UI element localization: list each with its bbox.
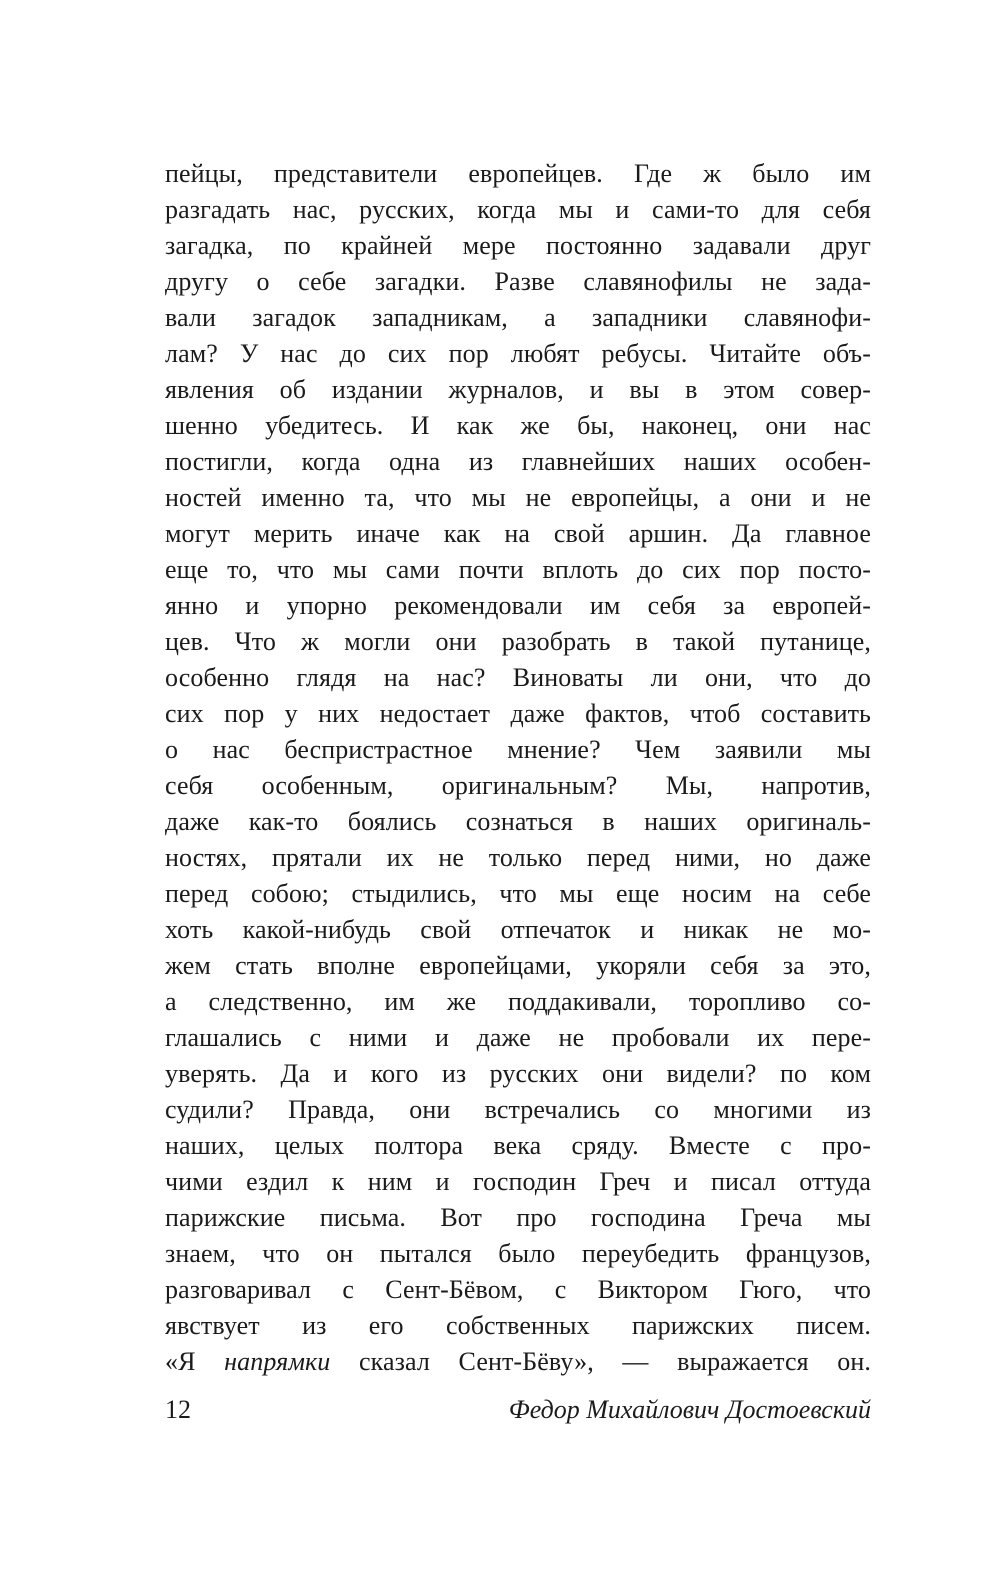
text-line: сих пор у них недостает даже фактов, чтоб составить (165, 699, 871, 728)
text-line: себя особенным, оригинальным? Мы, напротив, (165, 771, 871, 800)
running-title: Федор Михайлович Достоевский (508, 1395, 871, 1424)
last-line-suffix: сказал Сент-Бёву», — выражается он. (330, 1347, 871, 1376)
text-line: глашались с ними и даже не пробовали их пере- (165, 1023, 871, 1052)
page-footer (165, 1394, 871, 1426)
text-line (165, 1344, 871, 1380)
page-text (165, 156, 871, 1380)
text-line: янно и упорно рекомендовали им себя за европей- (165, 591, 871, 620)
text-line: другу о себе загадки. Разве славянофилы не зада- (165, 267, 871, 296)
text-line: еще то, что мы сами почти вплоть до сих пор посто- (165, 555, 871, 584)
italic-word: напрямки (224, 1347, 331, 1376)
text-line: даже как-то боялись сознаться в наших оригиналь- (165, 807, 871, 836)
text-line: явления об издании журналов, и вы в этом совер- (165, 375, 871, 404)
text-line: шенно убедитесь. И как же бы, наконец, они нас (165, 411, 871, 440)
text-line: ностях, прятали их не только перед ними, но даже (165, 843, 871, 872)
text-line: постигли, когда одна из главнейших наших особен- (165, 447, 871, 476)
text-line: знаем, что он пытался было переубедить французов, (165, 1239, 871, 1268)
text-line: жем стать вполне европейцами, укоряли себя за это, (165, 951, 871, 980)
text-line: наших, целых полтора века сряду. Вместе с про- (165, 1131, 871, 1160)
last-line-prefix: «Я (165, 1347, 225, 1376)
text-line: могут мерить иначе как на свой аршин. Да главное (165, 519, 871, 548)
text-line: перед собою; стыдились, что мы еще носим на себе (165, 879, 871, 908)
text-line: разговаривал с Сент-Бёвом, с Виктором Гюго, что (165, 1275, 871, 1304)
page-number: 12 (165, 1395, 191, 1424)
text-line: хоть какой-нибудь свой отпечаток и никак не мо- (165, 915, 871, 944)
text-line: особенно глядя на нас? Виноваты ли они, что до (165, 663, 871, 692)
text-line: о нас беспристрастное мнение? Чем заявили мы (165, 735, 871, 764)
text-line: а следственно, им же поддакивали, торопливо со- (165, 987, 871, 1016)
text-line: разгадать нас, русских, когда мы и сами-то для себя (165, 195, 871, 224)
text-line: ностей именно та, что мы не европейцы, а они и не (165, 483, 871, 512)
text-line: лам? У нас до сих пор любят ребусы. Читайте объ- (165, 339, 871, 368)
text-line: уверять. Да и кого из русских они видели? по ком (165, 1059, 871, 1088)
text-line: цев. Что ж могли они разобрать в такой путанице, (165, 627, 871, 656)
text-line: вали загадок западникам, а западники славянофи- (165, 303, 871, 332)
text-line: загадка, по крайней мере постоянно задавали друг (165, 231, 871, 260)
text-line: парижские письма. Вот про господина Греча мы (165, 1203, 871, 1232)
text-line: судили? Правда, они встречались со многими из (165, 1095, 871, 1124)
text-line: явствует из его собственных парижских писем. (165, 1311, 871, 1340)
text-line: пейцы, представители европейцев. Где ж было им (165, 159, 871, 188)
text-line: чими ездил к ним и господин Греч и писал оттуда (165, 1167, 871, 1196)
